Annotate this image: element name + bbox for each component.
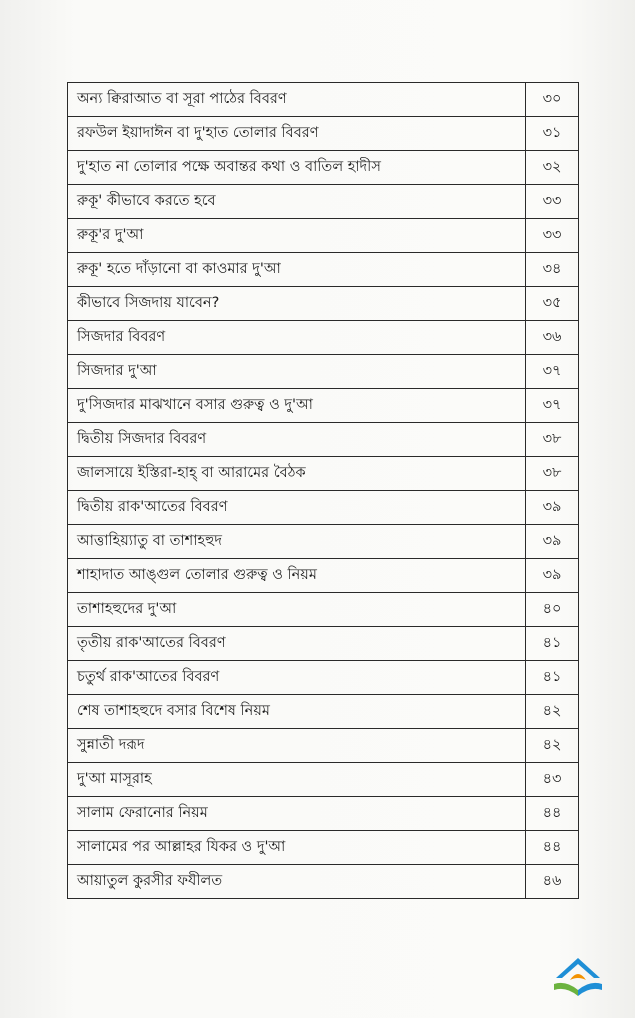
toc-page-number: ৪৩ — [526, 763, 579, 797]
toc-page-number: ৪৬ — [526, 865, 579, 899]
toc-page-number: ৩২ — [526, 151, 579, 185]
toc-title: রফউল ইয়াদাঈন বা দু'হাত তোলার বিবরণ — [68, 117, 526, 151]
toc-title: সিজদার বিবরণ — [68, 321, 526, 355]
table-of-contents — [67, 82, 579, 899]
toc-row — [68, 117, 579, 151]
toc-row — [68, 457, 579, 491]
toc-title: সুন্নাতী দরূদ — [68, 729, 526, 763]
toc-page-number: ৩৪ — [526, 253, 579, 287]
toc-page-number: ৩৩ — [526, 185, 579, 219]
toc-row — [68, 865, 579, 899]
toc-page-number: ৩৯ — [526, 491, 579, 525]
toc-title: দু'আ মাসূরাহ — [68, 763, 526, 797]
toc-row — [68, 151, 579, 185]
toc-page-number: ৩৭ — [526, 355, 579, 389]
toc-title: তাশাহহুদের দু'আ — [68, 593, 526, 627]
toc-title: কীভাবে সিজদায় যাবেন? — [68, 287, 526, 321]
toc-page-number: ৪২ — [526, 729, 579, 763]
toc-page-number: ৩৭ — [526, 389, 579, 423]
toc-page-number: ৩৮ — [526, 423, 579, 457]
toc-row — [68, 83, 579, 117]
toc-title: রুকূ'র দু'আ — [68, 219, 526, 253]
toc-row — [68, 355, 579, 389]
toc-row — [68, 797, 579, 831]
toc-page-number: ৪৪ — [526, 831, 579, 865]
toc-page-number: ৪১ — [526, 627, 579, 661]
toc-title: সালামের পর আল্লাহর যিকর ও দু'আ — [68, 831, 526, 865]
toc-page-number: ৩৯ — [526, 559, 579, 593]
toc-title: সালাম ফেরানোর নিয়ম — [68, 797, 526, 831]
toc-row — [68, 185, 579, 219]
toc-row — [68, 593, 579, 627]
toc-title: অন্য ক্বিরাআত বা সূরা পাঠের বিবরণ — [68, 83, 526, 117]
toc-title: শেষ তাশাহহুদে বসার বিশেষ নিয়ম — [68, 695, 526, 729]
toc-row — [68, 661, 579, 695]
toc-title: দু'সিজদার মাঝখানে বসার গুরুত্ব ও দু'আ — [68, 389, 526, 423]
publisher-logo-icon — [548, 950, 608, 1004]
toc-title: তৃতীয় রাক'আতের বিবরণ — [68, 627, 526, 661]
toc-row — [68, 253, 579, 287]
toc-row — [68, 695, 579, 729]
toc-page-number: ৩৫ — [526, 287, 579, 321]
toc-page-number: ৪১ — [526, 661, 579, 695]
toc-title: দ্বিতীয় সিজদার বিবরণ — [68, 423, 526, 457]
toc-page-number: ৪০ — [526, 593, 579, 627]
toc-page-number: ৩১ — [526, 117, 579, 151]
toc-page-number: ৩০ — [526, 83, 579, 117]
toc-page-number: ৪৪ — [526, 797, 579, 831]
toc-page-number: ৩৮ — [526, 457, 579, 491]
toc-page-number: ৪২ — [526, 695, 579, 729]
toc-title: সিজদার দু'আ — [68, 355, 526, 389]
toc-row — [68, 423, 579, 457]
toc-title: চতুর্থ রাক'আতের বিবরণ — [68, 661, 526, 695]
toc-page-number: ৩৬ — [526, 321, 579, 355]
toc-title: রুকূ' কীভাবে করতে হবে — [68, 185, 526, 219]
toc-title: দ্বিতীয় রাক'আতের বিবরণ — [68, 491, 526, 525]
toc-row — [68, 831, 579, 865]
toc-page-number: ৩৯ — [526, 525, 579, 559]
toc-row — [68, 729, 579, 763]
toc-row — [68, 559, 579, 593]
toc-row — [68, 389, 579, 423]
toc-title: আত্তাহিয়্যাতু বা তাশাহহুদ — [68, 525, 526, 559]
toc-row — [68, 321, 579, 355]
toc-row — [68, 219, 579, 253]
toc-title: আয়াতুল কুরসীর ফযীলত — [68, 865, 526, 899]
toc-title: শাহাদাত আঙ্গুল তোলার গুরুত্ব ও নিয়ম — [68, 559, 526, 593]
toc-title: দু'হাত না তোলার পক্ষে অবান্তর কথা ও বাতিল হাদীস — [68, 151, 526, 185]
toc-row — [68, 525, 579, 559]
toc-row — [68, 763, 579, 797]
toc-row — [68, 491, 579, 525]
toc-title: জালসায়ে ইস্তিরা-হাহ্ বা আরামের বৈঠক — [68, 457, 526, 491]
toc-title: রুকূ' হতে দাঁড়ানো বা কাওমার দু'আ — [68, 253, 526, 287]
toc-row — [68, 287, 579, 321]
toc-page-number: ৩৩ — [526, 219, 579, 253]
toc-row — [68, 627, 579, 661]
